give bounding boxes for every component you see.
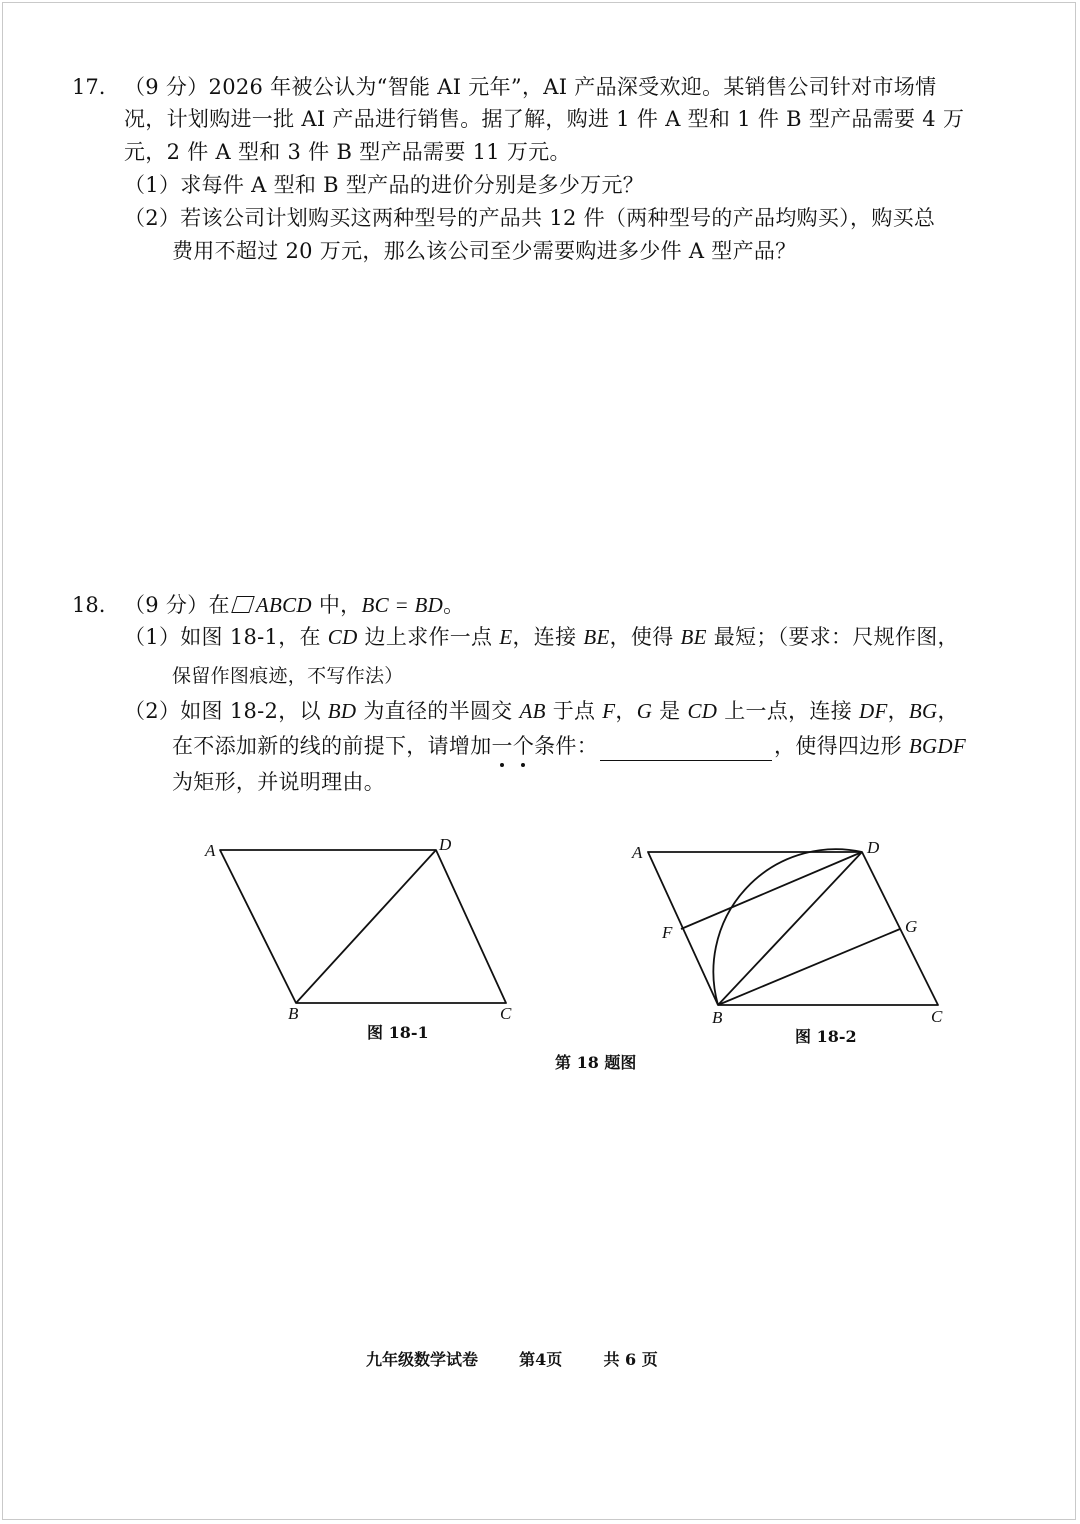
fig2-label-d: D <box>867 838 880 857</box>
q18-part1-be: BE <box>583 625 610 649</box>
footer <box>366 1347 658 1370</box>
q18-part2-text-c: 于点 <box>545 699 603 723</box>
q18-emphasis-char-2: 个 <box>513 731 534 761</box>
q18-points: （9 分） <box>124 593 209 617</box>
fig1-label-d: D <box>439 835 452 854</box>
q17-points: （9 分） <box>124 75 209 99</box>
fig1-label-c: C <box>500 1004 512 1023</box>
q18-part1-cd: CD <box>327 625 358 649</box>
fig2-segment-bg <box>718 929 900 1005</box>
q17-part2-line2: 费用不超过 20 万元，那么该公司至少需要购进多少件 A 型产品？ <box>172 239 797 263</box>
q18-stem-pre: 在 <box>208 593 230 617</box>
q18-part1-be2: BE <box>680 625 707 649</box>
footer-page: 第4页 <box>519 1350 563 1369</box>
fig2-label-g: G <box>905 917 918 936</box>
fig2-diagonal-bd <box>718 852 862 1005</box>
q18-part2-line2-text-c: ，使得四边形 <box>774 734 909 758</box>
q18-part2-bd: BD <box>327 699 357 723</box>
fig2-label-f: F <box>662 923 673 942</box>
q17-number: 17. <box>72 75 106 99</box>
q18-part2-cd: CD <box>687 699 718 723</box>
q17-stem-text1: 2026 年被公认为“智能 AI 元年”，AI 产品深受欢迎。某销售公司针对市场情 <box>208 75 937 99</box>
q18-stem-mid: 中， <box>311 593 362 617</box>
q18-part1-e: E <box>499 625 513 649</box>
fig2-semicircle <box>713 849 862 1005</box>
q18-part2-ab: AB <box>519 699 546 723</box>
q18-number: 18. <box>72 593 106 617</box>
q18-part2-df: DF <box>859 699 888 723</box>
q18-part2-g: G <box>636 699 653 723</box>
q18-part2-f: F <box>602 699 616 723</box>
q18-part2-line2-text-a: 在不添加新的线的前提下，请增加 <box>172 734 492 758</box>
q18-part2-bg: BG <box>908 699 938 723</box>
footer-total: 共 6 页 <box>603 1350 658 1369</box>
fig1-label-b: B <box>288 1004 299 1023</box>
q17-part1: （1）求每件 A 型和 B 型产品的进价分别是多少万元？ <box>124 173 645 197</box>
q18-part2-text-g: ， <box>887 699 909 723</box>
fig2-label-b: B <box>712 1008 723 1027</box>
fig2-segment-df <box>681 852 862 929</box>
q18-part2-bgdf: BGDF <box>908 734 966 758</box>
q18-part2-text-d: ， <box>615 699 637 723</box>
q18-part1-line2: 保留作图痕迹，不写作法） <box>172 665 404 687</box>
fig2-label-c: C <box>931 1007 943 1026</box>
q18-condition: BC = BD <box>361 593 444 617</box>
q18-part1-text-a: （1）如图 18-1，在 <box>124 625 328 649</box>
q18-part2-text-b: 为直径的半圆交 <box>356 699 520 723</box>
q18-part2-line2-text-b: 条件： <box>534 734 599 758</box>
q18-emphasis-char-1: 一 <box>492 731 513 761</box>
q18-part2-text-f: 上一点，连接 <box>717 699 859 723</box>
q18-part2-text-a: （2）如图 18-2，以 <box>124 699 328 723</box>
q18-part2-line3: 为矩形，并说明理由。 <box>172 770 385 794</box>
fig1-label-a: A <box>205 841 216 860</box>
fig2-caption: 图 18-2 <box>795 1027 857 1046</box>
q18-part1-text-b: 边上求作一点 <box>357 625 500 649</box>
q17-stem-line2: 况，计划购进一批 AI 产品进行销售。据了解，购进 1 件 A 型和 1 件 B 型产品需要 4 万 <box>124 107 965 131</box>
q18-part1-text-d: ，使得 <box>609 625 681 649</box>
q18-part2-text-h: ， <box>937 699 959 723</box>
figure-group-caption: 第 18 题图 <box>555 1053 637 1072</box>
q18-stem-end: 。 <box>443 593 465 617</box>
q17-part2-line1: （2）若该公司计划购买这两种型号的产品共 12 件（两种型号的产品均购买），购买总 <box>124 206 936 230</box>
q18-shape-name: ABCD <box>255 593 312 617</box>
q18-part1-text-e: 最短；（要求：尺规作图， <box>706 625 959 649</box>
q18-part2-text-e: 是 <box>652 699 688 723</box>
q18-part1-text-c: ，连接 <box>512 625 584 649</box>
fig2-label-a: A <box>632 843 643 862</box>
fig2-parallelogram <box>648 852 938 1005</box>
q17-stem-line3: 元，2 件 A 型和 3 件 B 型产品需要 11 万元。 <box>124 140 571 164</box>
footer-subject: 九年级数学试卷 <box>366 1350 479 1369</box>
fig1-caption: 图 18-1 <box>367 1023 429 1042</box>
